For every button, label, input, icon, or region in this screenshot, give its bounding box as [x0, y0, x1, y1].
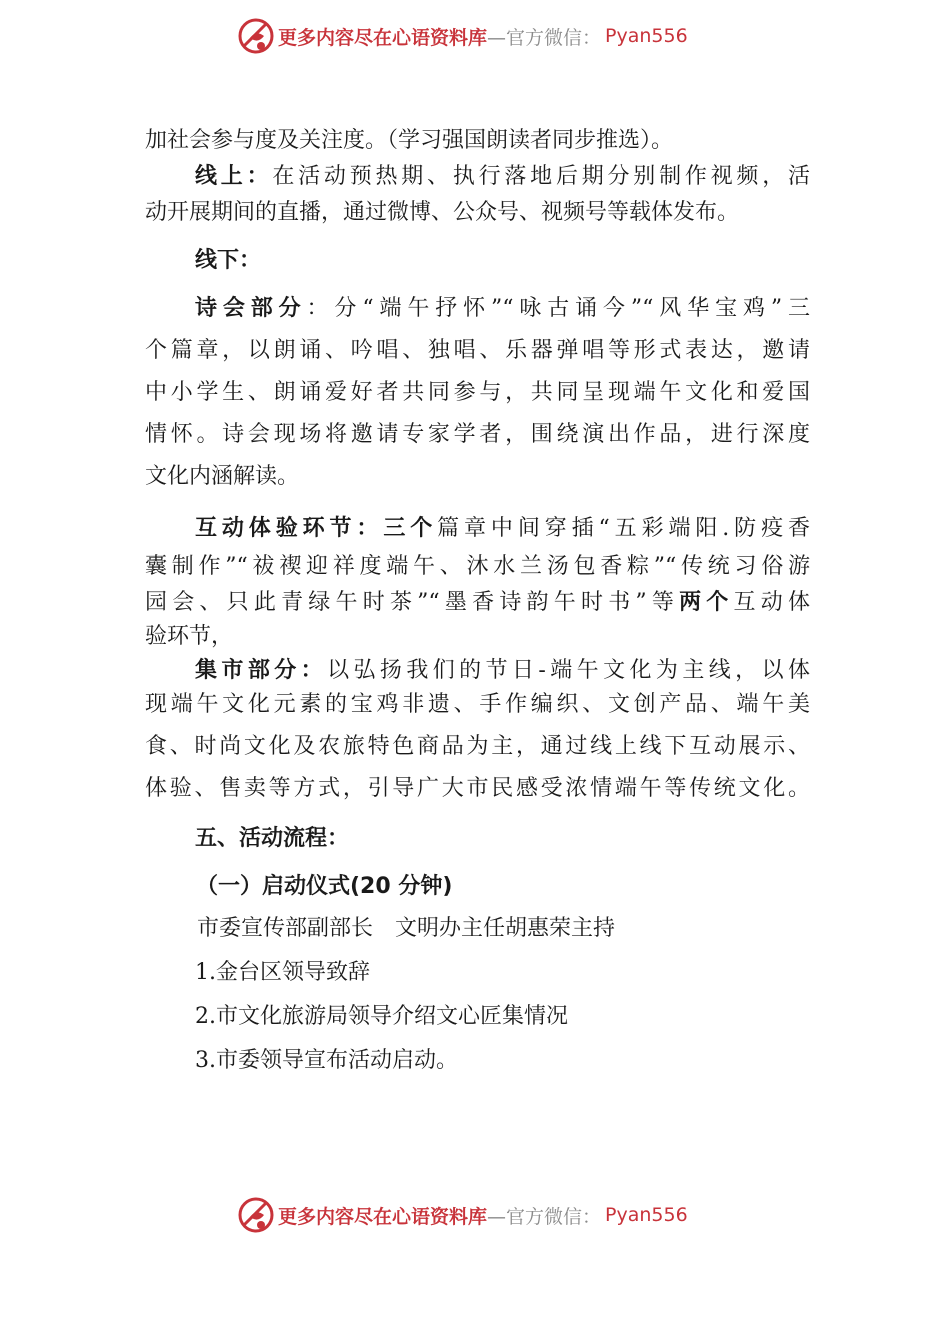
watermark-id: Pyan556 — [605, 1204, 688, 1226]
text-line-market — [195, 660, 810, 682]
list-item: 1.金台区领导致辞 — [195, 960, 370, 985]
label-online: 线上： — [195, 164, 273, 189]
text-online: 在活动预热期、执行落地后期分别制作视频，活 — [272, 164, 810, 189]
label-market: 集市部分： — [195, 658, 328, 683]
section-heading: 五、活动流程： — [195, 826, 350, 851]
label-offline: 线下： — [195, 248, 262, 273]
text-line-online — [195, 166, 810, 188]
watermark-banner-bottom — [236, 1193, 688, 1237]
text-line: 中小学生、朗诵爱好者共同参与，共同呈现端午文化和爱国 — [145, 380, 810, 405]
subsection-heading: （一）启动仪式(20 分钟) — [196, 874, 453, 899]
text-line-interactive — [195, 518, 810, 540]
text-line: 文化内涵解读。 — [145, 464, 300, 489]
list-item: 3.市委领导宣布活动启动。 — [195, 1048, 458, 1073]
watermark-text-red: 更多内容尽在心语资料库 — [278, 26, 488, 49]
label-poetry: 诗会部分 — [195, 296, 307, 321]
bold-two: 两个 — [679, 590, 734, 615]
text-market: 以弘扬我们的节日-端午文化为主线，以体 — [327, 658, 810, 683]
text-line: 体验、售卖等方式，引导广大市民感受浓情端午等传统文化。 — [145, 776, 810, 801]
label-interactive: 互动体验环节： — [195, 516, 384, 541]
list-item: 2.市文化旅游局领导介绍文心匠集情况 — [195, 1004, 568, 1029]
text-line: 食、时尚文化及农旅特色商品为主，通过线上线下互动展示、 — [145, 734, 810, 759]
watermark-text-grey: —官方微信： — [487, 26, 602, 49]
text-line: 加社会参与度及关注度。（学习强国朗读者同步推选）。 — [145, 128, 674, 153]
text-line: 验环节， — [145, 624, 234, 649]
text-line: 囊制作”“祓禊迎祥度端午、沐水兰汤包香粽”“传统习俗游 — [145, 554, 810, 579]
text-line-poetry — [195, 298, 810, 320]
text-line-two: 园会、只此青绿午时茶”“墨香诗韵午时书”等两个互动体 — [145, 590, 810, 615]
text-poetry: ：分“端午抒怀”“咏古诵今”“风华宝鸡”三 — [306, 296, 810, 321]
watermark-text-grey: —官方微信： — [487, 1205, 602, 1228]
text-line: 情怀。诗会现场将邀请专家学者，围绕演出作品，进行深度 — [145, 422, 810, 447]
watermark-text-red: 更多内容尽在心语资料库 — [278, 1205, 488, 1228]
text-line: 个篇章，以朗诵、吟唱、独唱、乐器弹唱等形式表达，邀请 — [145, 338, 810, 363]
text-line: 动开展期间的直播，通过微博、公众号、视频号等载体发布。 — [145, 200, 740, 225]
text-line: 现端午文化元素的宝鸡非遗、手作编织、文创产品、端午美 — [145, 692, 810, 717]
text-interactive: 篇章中间穿插“五彩端阳.防疫香 — [437, 516, 810, 541]
logo-icon — [236, 1195, 276, 1235]
host-line: 市委宣传部副部长 文明办主任胡惠荣主持 — [197, 916, 616, 941]
watermark-id: Pyan556 — [605, 25, 688, 47]
bold-three: 三个 — [383, 516, 438, 541]
